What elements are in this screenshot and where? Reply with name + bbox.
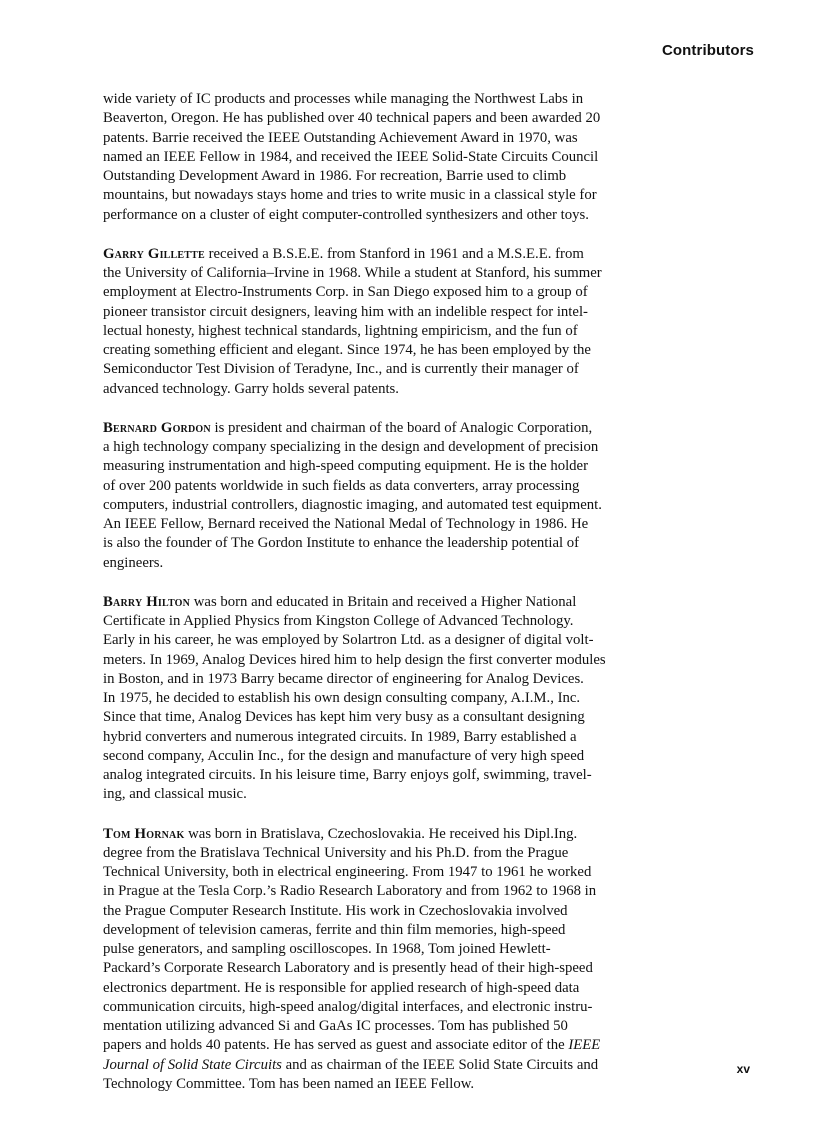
- contributor-entry-hilton: [103, 593, 635, 805]
- text-segment: and as chairman of the IEEE Solid State Circuits and: [281, 1056, 599, 1073]
- contributor-name: Barry Hilton: [103, 593, 191, 610]
- entry-first-line: [103, 245, 635, 264]
- page-number: xv: [736, 1062, 750, 1076]
- text-line: second company, Acculin Inc., for the design and manufacture of very high speed: [103, 747, 585, 764]
- text-line: electronics department. He is responsible for applied research of high-speed data: [103, 979, 580, 996]
- entry-first-line-text: received a B.S.E.E. from Stanford in 1961 and a M.S.E.E. from: [204, 245, 584, 262]
- text-line: ing, and classical music.: [103, 786, 247, 803]
- text-line: development of television cameras, ferrite and thin film memories, high-speed: [103, 921, 566, 938]
- text-segment: papers and holds 40 patents. He has served as guest and associate editor of the: [103, 1037, 569, 1054]
- entry-first-line: [103, 419, 635, 438]
- text-line: in Prague at the Tesla Corp.’s Radio Research Laboratory and from 1962 to 1968 in: [103, 883, 597, 900]
- contributor-entry-gordon: [103, 419, 635, 573]
- contributor-name: Garry Gillette: [103, 245, 205, 262]
- text-line: the University of California–Irvine in 1968. While a student at Stanford, his summer: [103, 265, 602, 281]
- text-line: Beaverton, Oregon. He has published over 40 technical papers and been awarded 20: [103, 110, 601, 127]
- text-line: Since that time, Analog Devices has kept him very busy as a consultant designing: [103, 709, 585, 726]
- text-line: a high technology company specializing in the design and development of precision: [103, 439, 599, 455]
- entry-first-line-text: is president and chairman of the board of Analogic Corporation,: [210, 419, 593, 436]
- text-line: [103, 1056, 635, 1075]
- entry-first-line-text: was born and educated in Britain and received a Higher National: [190, 593, 577, 610]
- text-line: pioneer transistor circuit designers, leaving him with an indelible respect for intel-: [103, 303, 588, 320]
- text-line: degree from the Bratislava Technical University and his Ph.D. from the Prague: [103, 844, 569, 861]
- contributors-text: [103, 90, 635, 1114]
- text-line: lectual honesty, highest technical standards, lightning empiricism, and the fun of: [103, 322, 578, 339]
- text-line: computers, industrial controllers, diagnostic imaging, and automated test equipment.: [103, 496, 602, 513]
- text-line: Early in his career, he was employed by Solartron Ltd. as a designer of digital volt-: [103, 632, 594, 649]
- contributor-entry-gillette: [103, 245, 635, 399]
- text-line: Semiconductor Test Division of Teradyne, Inc., and is currently their manager of: [103, 361, 579, 378]
- text-line: communication circuits, high-speed analog/digital interfaces, and electronic instru-: [103, 998, 593, 1015]
- text-line: mountains, but nowadays stays home and tries to write music in a classical style for: [103, 187, 597, 204]
- text-line: In 1975, he decided to establish his own design consulting company, A.I.M., Inc.: [103, 690, 581, 706]
- text-line: is also the founder of The Gordon Institute to enhance the leadership potential of: [103, 535, 580, 552]
- text-line: analog integrated circuits. In his leisure time, Barry enjoys golf, swimming, travel-: [103, 767, 592, 783]
- entry-first-line-text: was born in Bratislava, Czechoslovakia. He received his Dipl.Ing.: [184, 825, 578, 842]
- text-line: employment at Electro-Instruments Corp. in San Diego exposed him to a group of: [103, 284, 588, 301]
- text-line: Certificate in Applied Physics from Kingston College of Advanced Technology.: [103, 613, 574, 629]
- text-line: wide variety of IC products and processes while managing the Northwest Labs in: [103, 91, 584, 107]
- text-line: Outstanding Development Award in 1986. For recreation, Barrie used to climb: [103, 168, 567, 184]
- text-line: the Prague Computer Research Institute. His work in Czechoslovakia involved: [103, 902, 568, 919]
- text-line: engineers.: [103, 554, 164, 571]
- text-line: patents. Barrie received the IEEE Outstanding Achievement Award in 1970, was: [103, 129, 578, 146]
- journal-title: IEEE: [568, 1037, 601, 1054]
- contributor-name: Bernard Gordon: [103, 419, 211, 436]
- text-line: pulse generators, and sampling oscilloscopes. In 1968, Tom joined Hewlett-: [103, 941, 551, 957]
- contributor-name: Tom Hornak: [103, 825, 185, 842]
- text-line: Technology Committee. Tom has been named an IEEE Fellow.: [103, 1075, 475, 1092]
- contributor-entry-hornak: [103, 825, 635, 1095]
- entry-first-line: [103, 825, 635, 844]
- text-line: [103, 1036, 635, 1055]
- entry-first-line: [103, 593, 635, 612]
- contributor-entry-continued: [103, 90, 635, 225]
- text-line: of over 200 patents worldwide in such fields as data converters, array processing: [103, 477, 580, 494]
- text-line: mentation utilizing advanced Si and GaAs IC processes. Tom has published 50: [103, 1018, 568, 1034]
- text-line: meters. In 1969, Analog Devices hired him to help design the first converter modules: [103, 651, 606, 668]
- text-line: in Boston, and in 1973 Barry became director of engineering for Analog Devices.: [103, 670, 584, 687]
- text-line: An IEEE Fellow, Bernard received the National Medal of Technology in 1986. He: [103, 516, 589, 532]
- text-line: performance on a cluster of eight computer-controlled synthesizers and other toys.: [103, 206, 589, 223]
- text-line: hybrid converters and numerous integrated circuits. In 1989, Barry established a: [103, 728, 577, 745]
- text-line: measuring instrumentation and high-speed computing equipment. He is the holder: [103, 458, 589, 475]
- text-line: named an IEEE Fellow in 1984, and received the IEEE Solid-State Circuits Council: [103, 148, 599, 165]
- text-line: Technical University, both in electrical engineering. From 1947 to 1961 he worked: [103, 864, 592, 880]
- text-line: advanced technology. Garry holds several patents.: [103, 380, 399, 397]
- text-line: Packard’s Corporate Research Laboratory and is presently head of their high-speed: [103, 960, 593, 977]
- text-line: creating something efficient and elegant. Since 1974, he has been employed by the: [103, 342, 591, 358]
- journal-title: Journal of Solid State Circuits: [103, 1056, 282, 1073]
- running-head: Contributors: [661, 42, 754, 59]
